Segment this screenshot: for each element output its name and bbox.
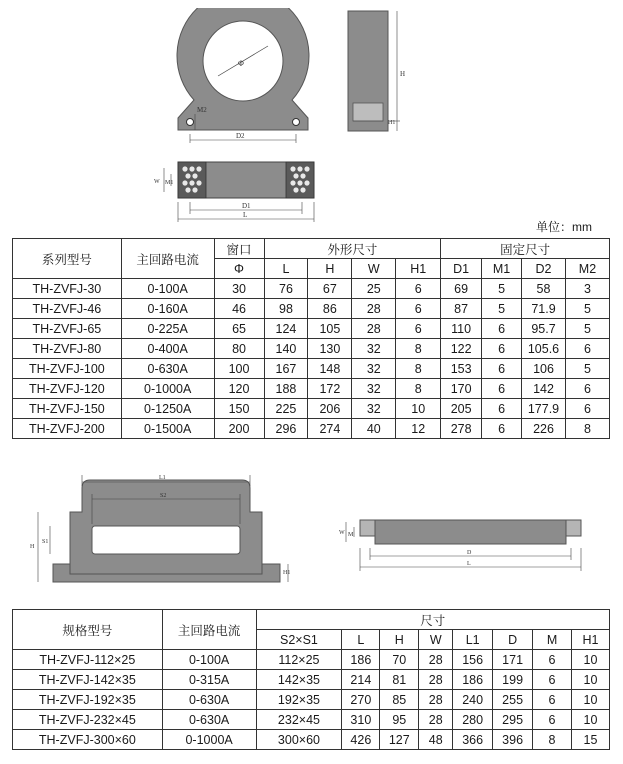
table-cell: 300×60 [256, 730, 342, 750]
table-cell: 106 [522, 359, 566, 379]
table-cell: 32 [352, 399, 396, 419]
table-cell: 6 [565, 339, 609, 359]
table-row [13, 730, 610, 750]
table-cell: 6 [482, 399, 522, 419]
table-cell: 8 [396, 379, 441, 399]
table-cell: 6 [396, 319, 441, 339]
l-label: L [243, 211, 248, 219]
table-cell: 86 [308, 299, 352, 319]
table-cell: 70 [380, 650, 419, 670]
header-series: 系列型号 [13, 239, 122, 279]
round-spec-table [12, 238, 610, 439]
table-cell: 310 [342, 710, 380, 730]
m1-label: M1 [165, 180, 174, 186]
table-cell: 28 [419, 710, 453, 730]
header-window: 窗口 [214, 239, 264, 259]
table-cell: 8 [396, 359, 441, 379]
table-cell: 153 [441, 359, 482, 379]
table-cell: 28 [352, 319, 396, 339]
table-cell: 10 [396, 399, 441, 419]
table-cell: 6 [396, 279, 441, 299]
header-w: W [352, 259, 396, 279]
table-cell: 186 [453, 670, 493, 690]
table-cell: 142×35 [256, 670, 342, 690]
table-cell: 58 [522, 279, 566, 299]
h-label: H [400, 70, 406, 78]
table-cell: 28 [419, 690, 453, 710]
table-cell: 127 [380, 730, 419, 750]
bottom-view [154, 162, 314, 222]
table-cell: 396 [493, 730, 533, 750]
table-row [13, 339, 610, 359]
table-cell: 6 [482, 379, 522, 399]
table-cell: 6 [396, 299, 441, 319]
table-cell: 148 [308, 359, 352, 379]
table-row [13, 299, 610, 319]
table-cell: TH-ZVFJ-46 [13, 299, 122, 319]
table-row [13, 710, 610, 730]
table-cell: 15 [571, 730, 609, 750]
table-cell: TH-ZVFJ-30 [13, 279, 122, 299]
table-cell: 270 [342, 690, 380, 710]
table-cell: 0-315A [162, 670, 256, 690]
table-cell: 5 [565, 299, 609, 319]
table-cell: TH-ZVFJ-192×35 [13, 690, 163, 710]
table-cell: 10 [571, 670, 609, 690]
table-cell: 105.6 [522, 339, 566, 359]
table-cell: 172 [308, 379, 352, 399]
header-current: 主回路电流 [121, 239, 214, 279]
table-cell: 48 [419, 730, 453, 750]
header-current-2: 主回路电流 [162, 610, 256, 650]
table-cell: 156 [453, 650, 493, 670]
rect-d-label: D [467, 550, 472, 556]
size-column-header: H1 [571, 630, 609, 650]
s2-label: S2 [160, 493, 167, 499]
header-m2: M2 [565, 259, 609, 279]
table-cell: 32 [352, 339, 396, 359]
table-cell: 65 [214, 319, 264, 339]
table-cell: 0-1000A [162, 730, 256, 750]
table-cell: 28 [352, 299, 396, 319]
header-window-phi: Φ [214, 259, 264, 279]
size-column-header: S2×S1 [256, 630, 342, 650]
rect-l-label: L [467, 561, 471, 567]
table-cell: 0-100A [162, 650, 256, 670]
table-cell: 10 [571, 710, 609, 730]
table-cell: 67 [308, 279, 352, 299]
table-cell: 6 [533, 650, 572, 670]
table-cell: TH-ZVFJ-142×35 [13, 670, 163, 690]
header-h1: H1 [396, 259, 441, 279]
table-cell: 426 [342, 730, 380, 750]
size-column-header: W [419, 630, 453, 650]
rect-h1-label: H1 [283, 570, 291, 576]
table-cell: 296 [264, 419, 308, 439]
h1-label: H1 [388, 120, 396, 126]
table-cell: TH-ZVFJ-120 [13, 379, 122, 399]
table-cell: 81 [380, 670, 419, 690]
table-cell: 366 [453, 730, 493, 750]
table-cell: 30 [214, 279, 264, 299]
table-cell: 199 [493, 670, 533, 690]
rect-w-label: W [339, 530, 345, 536]
table-cell: 10 [571, 690, 609, 710]
d1-label: D1 [242, 202, 251, 210]
table-cell: 255 [493, 690, 533, 710]
table-cell: 3 [565, 279, 609, 299]
table-cell: 0-400A [121, 339, 214, 359]
table-cell: 5 [482, 299, 522, 319]
table-cell: 5 [482, 279, 522, 299]
table-cell: 5 [565, 359, 609, 379]
table-cell: 177.9 [522, 399, 566, 419]
table-cell: 80 [214, 339, 264, 359]
table-cell: 232×45 [256, 710, 342, 730]
table-cell: 6 [482, 359, 522, 379]
size-column-header: M [533, 630, 572, 650]
table-cell: 6 [482, 339, 522, 359]
m2-label: M2 [197, 106, 207, 114]
table-cell: 95.7 [522, 319, 566, 339]
rect-h-label: H [30, 544, 35, 550]
table-cell: 226 [522, 419, 566, 439]
header-outer-size: 外形尺寸 [264, 239, 441, 259]
table-cell: 5 [565, 319, 609, 339]
table-cell: 32 [352, 359, 396, 379]
table-cell: 8 [565, 419, 609, 439]
table-cell: 122 [441, 339, 482, 359]
table-cell: 192×35 [256, 690, 342, 710]
table-cell: 142 [522, 379, 566, 399]
table-cell: TH-ZVFJ-65 [13, 319, 122, 339]
table-cell: TH-ZVFJ-112×25 [13, 650, 163, 670]
table-cell: 100 [214, 359, 264, 379]
table-cell: 188 [264, 379, 308, 399]
table-row [13, 379, 610, 399]
table-cell: 12 [396, 419, 441, 439]
table-cell: 32 [352, 379, 396, 399]
table-row [13, 399, 610, 419]
table-cell: 46 [214, 299, 264, 319]
header-fixed-size: 固定尺寸 [441, 239, 610, 259]
table-cell: 0-160A [121, 299, 214, 319]
l1-label: L1 [159, 475, 166, 481]
table-cell: 240 [453, 690, 493, 710]
table-cell: 6 [565, 379, 609, 399]
table-cell: 170 [441, 379, 482, 399]
table-cell: 6 [533, 690, 572, 710]
table-cell: 112×25 [256, 650, 342, 670]
table-cell: 6 [533, 670, 572, 690]
table-cell: 40 [352, 419, 396, 439]
table-cell: 110 [441, 319, 482, 339]
header-size: 尺寸 [256, 610, 609, 630]
table-cell: 0-630A [162, 690, 256, 710]
table-row [13, 419, 610, 439]
rect-transformer-drawing [20, 470, 610, 600]
table-cell: 167 [264, 359, 308, 379]
table-cell: 76 [264, 279, 308, 299]
header-spec: 规格型号 [13, 610, 163, 650]
table-cell: TH-ZVFJ-80 [13, 339, 122, 359]
table-row [13, 650, 610, 670]
phi-label: Φ [238, 59, 244, 68]
header-m1: M1 [482, 259, 522, 279]
table-cell: 0-1250A [121, 399, 214, 419]
rect-spec-rows [13, 650, 610, 750]
table-cell: 206 [308, 399, 352, 419]
table-cell: 69 [441, 279, 482, 299]
table-cell: 0-1000A [121, 379, 214, 399]
table-cell: 0-630A [162, 710, 256, 730]
table-cell: 6 [482, 419, 522, 439]
d2-label: D2 [236, 132, 245, 140]
header-d2: D2 [522, 259, 566, 279]
table-cell: 124 [264, 319, 308, 339]
table-row [13, 359, 610, 379]
table-cell: 0-630A [121, 359, 214, 379]
table-cell: 28 [419, 650, 453, 670]
header-d1: D1 [441, 259, 482, 279]
table-cell: 105 [308, 319, 352, 339]
unit-label: 单位：mm [536, 220, 592, 234]
table-cell: 120 [214, 379, 264, 399]
table-cell: 85 [380, 690, 419, 710]
w-label: W [154, 179, 160, 185]
table-cell: 205 [441, 399, 482, 419]
s1-label: S1 [42, 539, 49, 545]
table-cell: 0-225A [121, 319, 214, 339]
table-cell: 130 [308, 339, 352, 359]
header-h: H [308, 259, 352, 279]
table-cell: 278 [441, 419, 482, 439]
table-cell: 274 [308, 419, 352, 439]
table-cell: 8 [533, 730, 572, 750]
table-row [13, 690, 610, 710]
table-cell: 295 [493, 710, 533, 730]
size-column-header: L1 [453, 630, 493, 650]
table-cell: 98 [264, 299, 308, 319]
table-cell: TH-ZVFJ-232×45 [13, 710, 163, 730]
table-cell: 140 [264, 339, 308, 359]
table-cell: TH-ZVFJ-300×60 [13, 730, 163, 750]
table-row [13, 670, 610, 690]
table-cell: 95 [380, 710, 419, 730]
rect-bottom-view [339, 520, 581, 571]
table-cell: 87 [441, 299, 482, 319]
table-cell: 214 [342, 670, 380, 690]
table-cell: 25 [352, 279, 396, 299]
rect-front-view [30, 475, 290, 582]
size-column-header: D [493, 630, 533, 650]
table-cell: 28 [419, 670, 453, 690]
side-view [348, 11, 405, 131]
table-cell: 71.9 [522, 299, 566, 319]
table-cell: 8 [396, 339, 441, 359]
table-cell: 6 [482, 319, 522, 339]
table-cell: 6 [565, 399, 609, 419]
round-spec-rows [13, 279, 610, 439]
rect-m-label: M [348, 532, 354, 538]
table-cell: 0-1500A [121, 419, 214, 439]
table-cell: 150 [214, 399, 264, 419]
table-cell: 280 [453, 710, 493, 730]
front-view [177, 8, 309, 143]
table-cell: TH-ZVFJ-150 [13, 399, 122, 419]
table-cell: TH-ZVFJ-100 [13, 359, 122, 379]
table-row [13, 279, 610, 299]
table-cell: TH-ZVFJ-200 [13, 419, 122, 439]
table-cell: 171 [493, 650, 533, 670]
table-cell: 200 [214, 419, 264, 439]
table-cell: 6 [533, 710, 572, 730]
round-transformer-drawing [150, 8, 420, 226]
rect-spec-table [12, 609, 610, 750]
table-cell: 0-100A [121, 279, 214, 299]
size-column-header: L [342, 630, 380, 650]
table-cell: 186 [342, 650, 380, 670]
header-l: L [264, 259, 308, 279]
table-cell: 225 [264, 399, 308, 419]
table-cell: 10 [571, 650, 609, 670]
table-row [13, 319, 610, 339]
size-column-header: H [380, 630, 419, 650]
